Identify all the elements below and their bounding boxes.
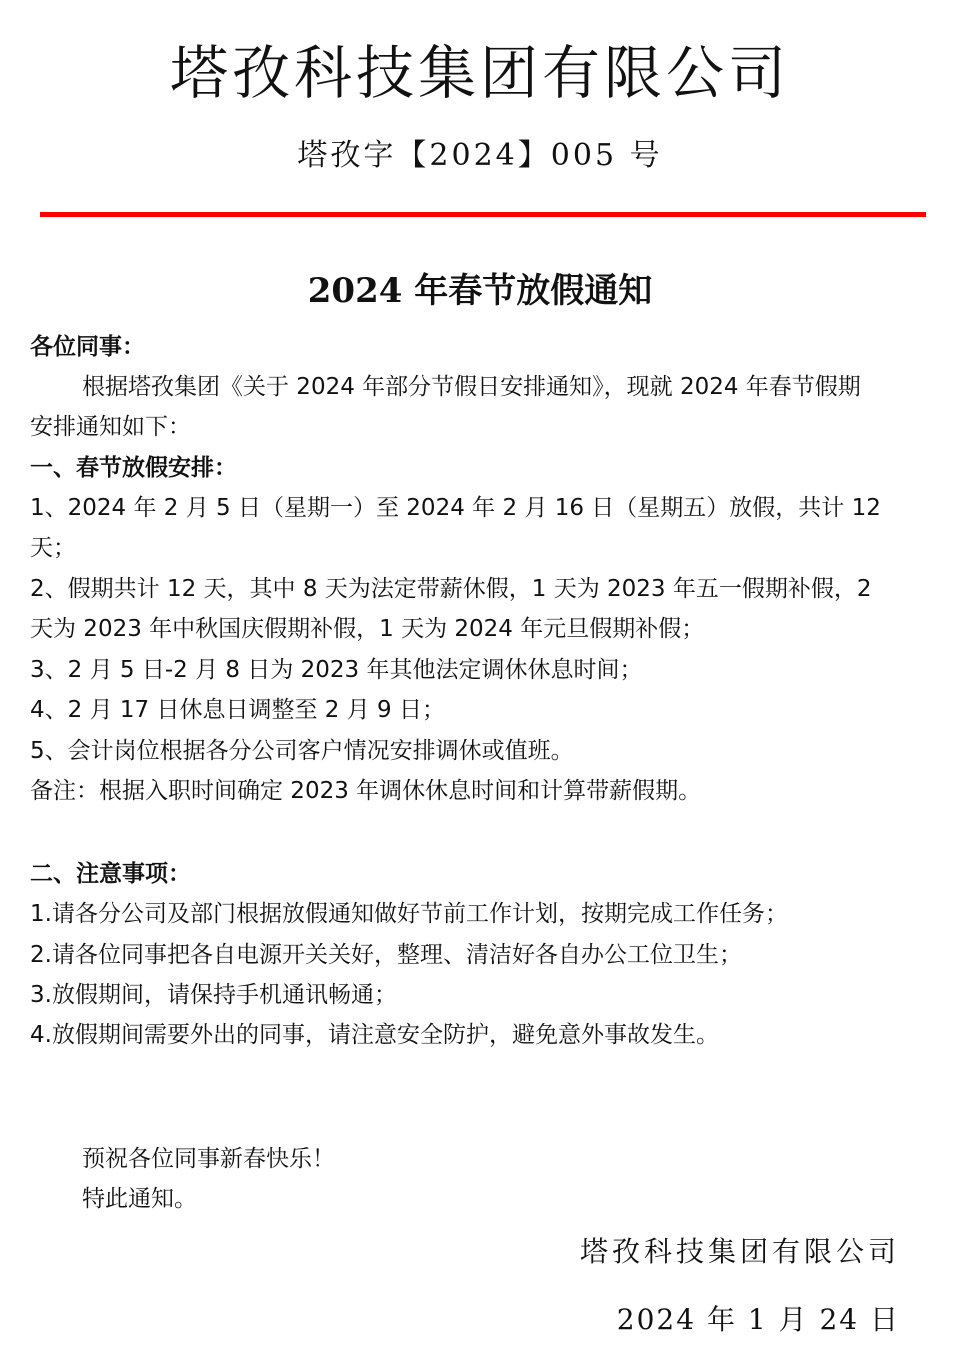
- section-1-heading: 一、春节放假安排：: [30, 455, 237, 481]
- intro-paragraph-line-2: 安排通知如下：: [30, 414, 191, 440]
- signature-date: 2024 年 1 月 24 日: [616, 1303, 900, 1336]
- section-1-line: 2、假期共计 12 天，其中 8 天为法定带薪休假，1 天为 2023 年五一假期补假，2: [30, 576, 872, 602]
- section-2-item: 1.请各分公司及部门根据放假通知做好节前工作计划，按期完成工作任务；: [30, 901, 788, 927]
- section-2-item: 2.请各位同事把各自电源开关关好，整理、清洁好各自办公工位卫生；: [30, 942, 742, 968]
- section-2-item: 4.放假期间需要外出的同事，请注意安全防护，避免意外事故发生。: [30, 1022, 719, 1048]
- company-header: 塔孜科技集团有限公司: [169, 39, 790, 107]
- closing-notice-end: 特此通知。: [82, 1186, 197, 1212]
- section-1-line: 1、2024 年 2 月 5 日（星期一）至 2024 年 2 月 16 日（星期五）放假，共计 12: [30, 495, 881, 521]
- section-1-remark: 备注：根据入职时间确定 2023 年调休休息时间和计算带薪假期。: [30, 778, 702, 804]
- section-1-line: 天；: [30, 535, 76, 561]
- section-1-line: 5、会计岗位根据各分公司客户情况安排调休或值班。: [30, 738, 574, 764]
- intro-paragraph-line-1: 根据塔孜集团《关于 2024 年部分节假日安排通知》，现就 2024 年春节假期: [82, 374, 861, 400]
- red-divider-line: [40, 212, 926, 217]
- section-2-heading: 二、注意事项：: [30, 861, 191, 887]
- section-1-line: 3、2 月 5 日-2 月 8 日为 2023 年其他法定调休休息时间；: [30, 657, 643, 683]
- section-1-line: 4、2 月 17 日休息日调整至 2 月 9 日；: [30, 697, 445, 723]
- closing-wishes: 预祝各位同事新春快乐！: [82, 1146, 335, 1172]
- signature-company: 塔孜科技集团有限公司: [579, 1235, 900, 1268]
- notice-title: 2024 年春节放假通知: [307, 271, 653, 311]
- salutation: 各位同事：: [30, 334, 145, 360]
- document-number: 塔孜字【2024】005 号: [297, 138, 663, 173]
- section-2-item: 3.放假期间，请保持手机通讯畅通；: [30, 982, 397, 1008]
- section-1-line: 天为 2023 年中秋国庆假期补假，1 天为 2024 年元旦假期补假；: [30, 616, 705, 642]
